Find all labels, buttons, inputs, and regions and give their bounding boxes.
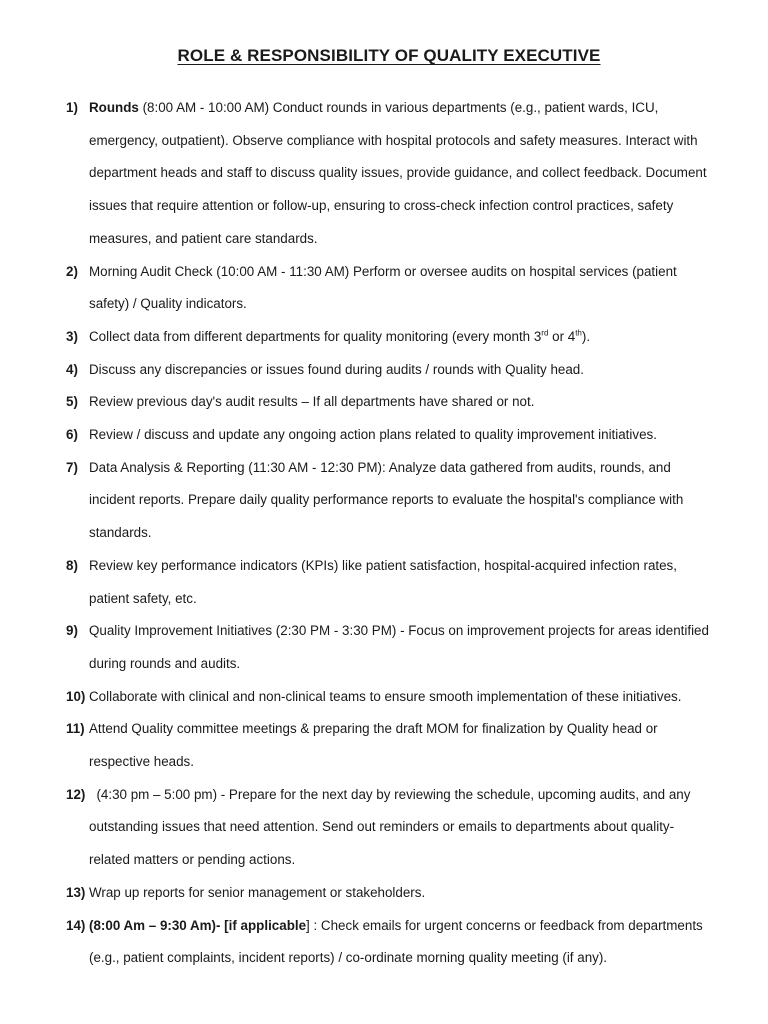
item-number: 10) — [66, 688, 86, 704]
list-item — [66, 615, 712, 680]
item-text: Wrap up reports for senior management or stakeholders. — [89, 884, 426, 900]
item-number: 1) — [66, 100, 78, 115]
list-item — [66, 452, 712, 550]
item-text: (4:30 pm – 5:00 pm) - Prepare for the next day by reviewing the schedule, upcoming audits, and any outstanding issues that need attention. Send out reminders or emails to departments about quality-related matters or pending actions. — [89, 786, 695, 868]
list-item — [66, 256, 712, 321]
responsibility-list — [66, 92, 712, 975]
item-text: Discuss any discrepancies or issues found during audits / rounds with Quality head. — [89, 361, 584, 377]
item-text: Attend Quality committee meetings & preparing the draft MOM for finalization by Quality head or respective heads. — [89, 721, 658, 770]
list-item — [66, 550, 712, 615]
item-text: Collaborate with clinical and non-clinical teams to ensure smooth implementation of these initiatives. — [89, 688, 682, 704]
list-item — [66, 779, 712, 877]
item-text: Review key performance indicators (KPIs) like patient satisfaction, hospital-acquired infection rates, patient safety, etc. — [89, 557, 677, 606]
item-text: Morning Audit Check (10:00 AM - 11:30 AM) Perform or oversee audits on hospital services (patient safety) / Quality indicators. — [89, 263, 677, 312]
item-text: ). — [581, 328, 591, 344]
page-title: ROLE & RESPONSIBILITY OF QUALITY EXECUTIVE — [177, 46, 601, 65]
item-number: 7) — [66, 459, 78, 475]
list-item — [66, 681, 712, 714]
list-item — [66, 910, 712, 975]
item-text: Review / discuss and update any ongoing action plans related to quality improvement initiatives. — [89, 427, 657, 443]
superscript: th — [575, 328, 582, 338]
item-bold-text: Rounds — [89, 100, 139, 115]
item-text: or 4 — [548, 328, 576, 344]
item-number: 5) — [66, 394, 78, 410]
item-number: 12) — [66, 786, 86, 802]
item-number: 11) — [66, 721, 85, 737]
item-text: (8:00 AM - 10:00 AM) Conduct rounds in various departments (e.g., patient wards, ICU, emergency, outpatient). Observe compliance with hospital protocols and safety measures. Interact with department heads and staff to discuss quality issues, provide guidance, and collect feedback. Document issues that require attention or follow-up, ensuring to cross-check infection control practices, safety measures, and patient care standards. — [89, 100, 707, 246]
item-number: 4) — [66, 361, 78, 377]
item-text: ] : Check emails for urgent concerns or feedback from departments (e.g., patient complaints, incident reports) / co-ordinate morning quality meeting (if any). — [89, 917, 703, 966]
item-text: Data Analysis & Reporting (11:30 AM - 12:30 PM): Analyze data gathered from audits, rounds, and incident reports. Prepare daily quality performance reports to evaluate the hospital's compliance with standards. — [89, 459, 684, 541]
list-item — [66, 321, 712, 354]
item-number: 8) — [66, 557, 78, 573]
superscript: rd — [541, 328, 549, 338]
list-item — [66, 354, 712, 387]
item-number: 9) — [66, 623, 78, 639]
item-number: 6) — [66, 427, 78, 443]
list-item — [66, 386, 712, 419]
item-number: 13) — [66, 884, 86, 900]
item-text: Quality Improvement Initiatives (2:30 PM - 3:30 PM) - Focus on improvement projects for areas identified during rounds and audits. — [89, 623, 709, 671]
list-item — [66, 92, 712, 256]
item-bold-text: (8:00 Am – 9:30 Am)- [if applicable — [89, 917, 307, 933]
item-number: 3) — [66, 328, 78, 344]
list-item — [66, 877, 712, 910]
item-text: Collect data from different departments for quality monitoring (every month 3 — [89, 328, 542, 344]
item-number: 14) — [66, 917, 86, 933]
item-number: 2) — [66, 263, 78, 279]
list-item — [66, 419, 712, 452]
item-text: Review previous day's audit results – If all departments have shared or not. — [89, 394, 535, 410]
list-item — [66, 713, 712, 778]
